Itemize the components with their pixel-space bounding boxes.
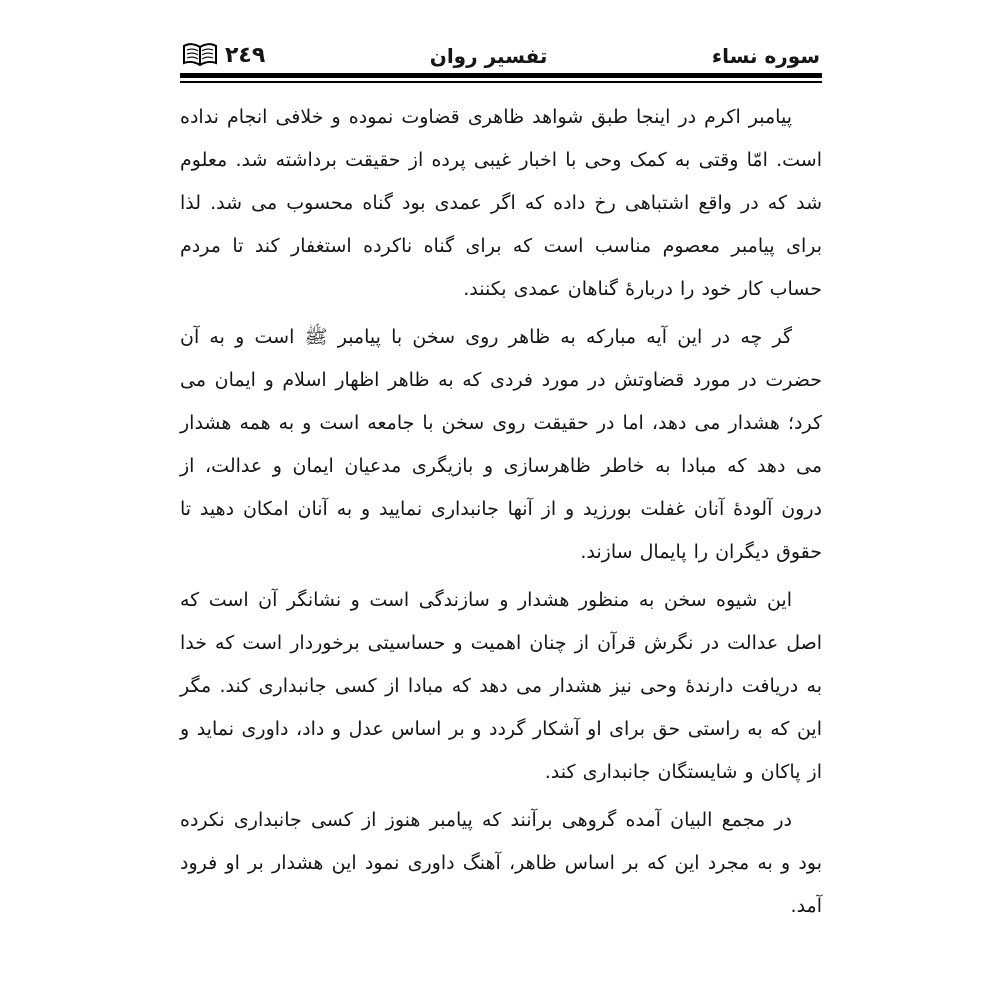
book-title: تفسير روان	[429, 44, 548, 68]
body-text	[180, 96, 822, 928]
paragraph: در مجمع البیان آمده گروهی برآنند که پیامبر هنوز از کسی جانبداری نکرده بود و به مجرد این که بر اساس ظاهر، آهنگ داوری نمود این هشدار بر او فرود آمد.	[180, 809, 822, 917]
paragraph: این شیوه سخن به منظور هشدار و سازندگی است و نشانگر آن است که اصل عدالت در نگرش قرآن از چنان اهمیت و حساسیتی برخوردار است که خدا به دریافت دارندهٔ وحی نیز هشدار می دهد که مبادا از کسی جانبداری کند. مگر این که به راستی حق برای او آشکار گردد و بر اساس عدل و داد، داوری نماید و از پاکان و شایستگان جانبداری کند.	[180, 589, 822, 783]
surah-title: سوره نساء	[711, 44, 820, 68]
page-header	[180, 42, 822, 68]
paragraph: گر چه در این آیه مبارکه به ظاهر روی سخن با پیامبر ﷺ است و به آن حضرت در مورد قضاوتش در مورد فردی که به ظاهر اظهار اسلام و ایمان می کرد؛ هشدار می دهد، اما در حقیقت روی سخن با جامعه است و به همه هشدار می دهد که مبادا به خاطر ظاهرسازی و بازیگری مدعیان ایمان و عدالت، از درون آلودهٔ آنان غفلت بورزید و از آنها جانبداری نمایید و به آنان امکان دهید تا حقوق دیگران را پایمال سازند.	[180, 326, 822, 563]
page-content	[180, 42, 822, 928]
open-book-icon	[182, 42, 218, 68]
page-number-group	[182, 42, 265, 68]
page-number: ٢٤٩	[225, 42, 266, 68]
header-rule-thick	[180, 73, 822, 78]
paragraph: پیامبر اکرم در اینجا طبق شواهد ظاهری قضاوت نموده و خلافی انجام نداده است. امّا وقتی به کمک وحی با اخبار غیبی پرده از حقیقت برداشته شد. معلوم شد که در واقع اشتباهی رخ داده که اگر عمدی بود گناه محسوب می شد. لذا برای پیامبر معصوم مناسب است که برای گناه ناکرده استغفار کند تا مردم حساب کار خود را دربارهٔ گناهان عمدی بکنند.	[180, 106, 822, 300]
header-rule-thin	[180, 81, 822, 83]
